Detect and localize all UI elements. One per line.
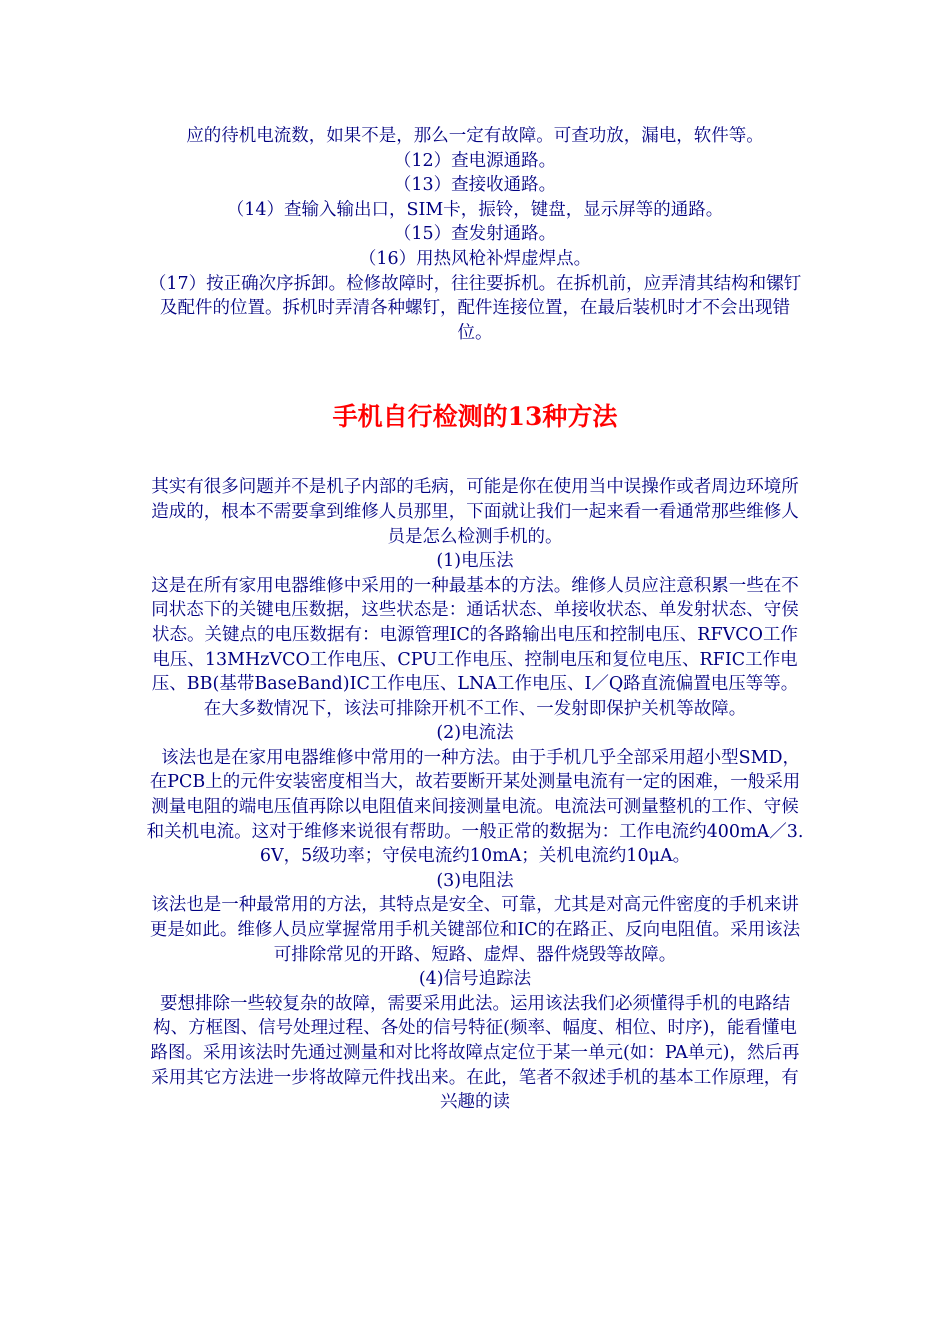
title-gap — [145, 437, 805, 475]
step-15: （15）查发射通路。 — [393, 224, 557, 245]
method-1-body: 这是在所有家用电器维修中采用的一种最基本的方法。维修人员应注意积累一些在不同状态下的关键电压数据，这些状态是：通话状态、单接收状态、单发射状态、守侯状态。关键点的电压数据有：电源管理IC的各路输出电压和控制电压、RFVCO工作电压、13MHzVCO工作电压、CPU工作电压、控制电压和复位电压、RFIC工作电压、BB(基带BaseBand)IC工作电压、LNA工作电压、I／Q路直流偏置电压等等。在大多数情况下，该法可排除开机不工作、一发射即保护关机等故障。 — [151, 575, 799, 719]
step-16: （16）用热风枪补焊虚焊点。 — [358, 248, 592, 269]
method-1-heading: (1)电压法 — [436, 551, 514, 572]
step-13: （13）查接收通路。 — [393, 175, 557, 196]
method-2-body: 该法也是在家用电器维修中常用的一种方法。由于手机几乎全部采用超小型SMD，在PCB上的元件安装密度相当大，故若要断开某处测量电流有一定的困难，一般采用测量电阻的端电压值再除以电阻值来间接测量电流。电流法可测量整机的工作、守候和关机电流。这对于维修来说很有帮助。一般正常的数据为：工作电流约400mA／3.6V，5级功率；守侯电流约10mA；关机电流约10μA。 — [146, 747, 804, 867]
article-intro: 其实有很多问题并不是机子内部的毛病，可能是你在使用当中误操作或者周边环境所造成的，根本不需要拿到维修人员那里，下面就让我们一起来看一看通常那些维修人员是怎么检测手机的。 — [151, 477, 799, 547]
section-gap — [145, 345, 805, 397]
step-12: （12）查电源通路。 — [393, 150, 557, 171]
article-title: 手机自行检测的13种方法 — [332, 402, 618, 432]
method-3-heading: (3)电阻法 — [436, 870, 514, 891]
method-4-body: 要想排除一些较复杂的故障，需要采用此法。运用该法我们必须懂得手机的电路结构、方框图、信号处理过程、各处的信号特征(频率、幅度、相位、时序)，能看懂电路图。采用该法时先通过测量和对比将故障点定位于某一单元(如：PA单元)，然后再采用其它方法进一步将故障元件找出来。在此，笔者不叙述手机的基本工作原理，有兴趣的读 — [150, 993, 800, 1113]
document-page — [145, 124, 805, 1115]
method-2-heading: (2)电流法 — [436, 723, 514, 744]
step-17: （17）按正确次序拆卸。检修故障时，往往要拆机。在拆机前，应弄清其结构和镙钉及配件的位置。拆机时弄清各种螺钉，配件连接位置，在最后装机时才不会出现错位。 — [148, 273, 802, 343]
method-4-heading: (4)信号追踪法 — [418, 969, 532, 990]
paragraph-standby-current: 应的待机电流数，如果不是，那么一定有故障。可查功放，漏电，软件等。 — [186, 126, 764, 146]
step-14: （14）查输入输出口，SIM卡，振铃，键盘，显示屏等的通路。 — [226, 199, 724, 220]
method-3-body: 该法也是一种最常用的方法，其特点是安全、可靠，尤其是对高元件密度的手机来讲更是如此。维修人员应掌握常用手机关键部位和IC的在路正、反向电阻值。采用该法可排除常见的开路、短路、虚焊、器件烧毁等故障。 — [149, 895, 801, 965]
